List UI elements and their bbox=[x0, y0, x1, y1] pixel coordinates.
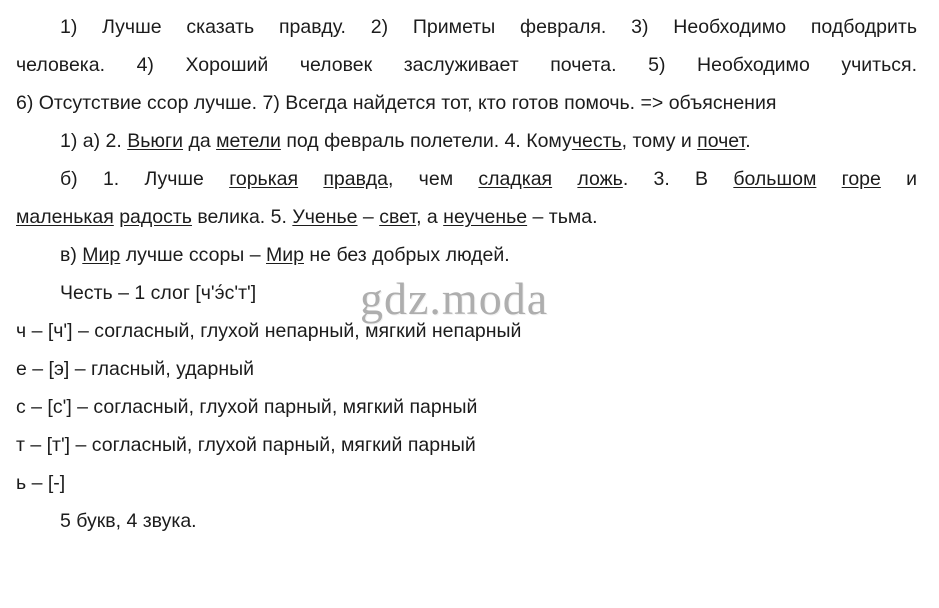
phonetic-row-text: е – [э] – гласный, ударный bbox=[16, 358, 255, 380]
task-1b-word-neuchenye: неученье bbox=[443, 206, 528, 228]
task-1a-label: 1) а) bbox=[60, 130, 101, 152]
task-1a-word-pochet: почет bbox=[697, 130, 746, 152]
task-1b-line-1 bbox=[16, 160, 917, 198]
answers-sentence-group-1: 1) Лучше сказать правду. 2) Приметы февраля. 3) Необходимо подбодрить bbox=[60, 16, 917, 38]
task-1a-text-5: . bbox=[745, 130, 751, 152]
task-1b-text-1: 1. Лучше bbox=[102, 168, 204, 190]
phonetic-summary bbox=[16, 502, 917, 540]
watermark-gdz-moda: gdz.moda bbox=[360, 273, 549, 324]
task-1v-text-1: лучше ссоры – bbox=[125, 244, 261, 266]
analysis-header-text: Честь – 1 слог [ч'э́с'т'] bbox=[60, 282, 257, 304]
task-1a-text-2: да bbox=[188, 130, 211, 152]
phonetic-row-text: ч – [ч'] – согласный, глухой непарный, мягкий непарный bbox=[16, 320, 522, 342]
task-1b-text-8: – тьма. bbox=[532, 206, 598, 228]
task-1a-line bbox=[16, 122, 917, 160]
task-1b-line-2 bbox=[16, 198, 917, 236]
task-1v-marker: в) bbox=[60, 244, 77, 266]
task-1a-text-1: 2. bbox=[105, 130, 122, 152]
task-1v-word-mir-1: Мир bbox=[82, 244, 121, 266]
task-1b-text-5: велика. 5. bbox=[197, 206, 287, 228]
phonetic-row-text: с – [с'] – согласный, глухой парный, мягкий парный bbox=[16, 396, 478, 418]
paragraph-answers-line-1 bbox=[16, 8, 917, 46]
task-1b-word-sladkaya: сладкая bbox=[478, 168, 553, 190]
task-1b-marker: б) bbox=[60, 168, 78, 190]
phonetic-row bbox=[16, 350, 917, 388]
task-1b-text-4: и bbox=[906, 168, 918, 190]
phonetic-row bbox=[16, 426, 917, 464]
task-1b-word-gorkaya: горькая bbox=[229, 168, 299, 190]
task-1a-word-vyugi: Вьюги bbox=[127, 130, 184, 152]
task-1b-word-lozh: ложь bbox=[577, 168, 623, 190]
phonetic-row-text: т – [т'] – согласный, глухой парный, мягкий парный bbox=[16, 434, 476, 456]
phonetic-row-text: ь – [-] bbox=[16, 472, 66, 494]
task-1a-word-chest: честь bbox=[571, 130, 622, 152]
task-1a-text-3: под февраль полетели. 4. Кому bbox=[286, 130, 572, 152]
task-1v-line bbox=[16, 236, 917, 274]
answers-sentence-group-2: человека. 4) Хороший человек заслуживает почета. 5) Необходимо учиться. bbox=[16, 54, 917, 76]
task-1b-text-2: , чем bbox=[388, 168, 454, 190]
task-1b-word-malenkaya: маленькая bbox=[16, 206, 114, 228]
task-1b-word-svet: свет bbox=[379, 206, 417, 228]
task-1a-text-4: , тому и bbox=[621, 130, 692, 152]
task-1v-word-mir-2: Мир bbox=[266, 244, 304, 266]
task-1b-word-gore: горе bbox=[841, 168, 881, 190]
task-1b-word-radost: радость bbox=[119, 206, 192, 228]
task-1b-word-uchenye: Ученье bbox=[292, 206, 358, 228]
phonetic-row bbox=[16, 464, 917, 502]
task-1v-text-2: не без добрых людей. bbox=[309, 244, 510, 266]
summary-text: 5 букв, 4 звука. bbox=[60, 510, 197, 532]
phonetic-analysis-header bbox=[16, 274, 917, 312]
task-1b-word-bolshom: большом bbox=[733, 168, 817, 190]
answers-sentence-group-3: 6) Отсутствие ссор лучше. 7) Всегда найдется тот, кто готов помочь. => объяснения bbox=[16, 92, 777, 114]
task-1b-word-pravda: правда bbox=[323, 168, 388, 190]
task-1b-text-7: , а bbox=[416, 206, 438, 228]
paragraph-answers-line-3 bbox=[16, 84, 917, 122]
task-1a-word-meteli: метели bbox=[216, 130, 281, 152]
phonetic-row bbox=[16, 312, 917, 350]
task-1b-dash-1: – bbox=[362, 206, 374, 228]
paragraph-answers-line-2 bbox=[16, 46, 917, 84]
phonetic-row bbox=[16, 388, 917, 426]
task-1b-text-3: . 3. В bbox=[622, 168, 709, 190]
